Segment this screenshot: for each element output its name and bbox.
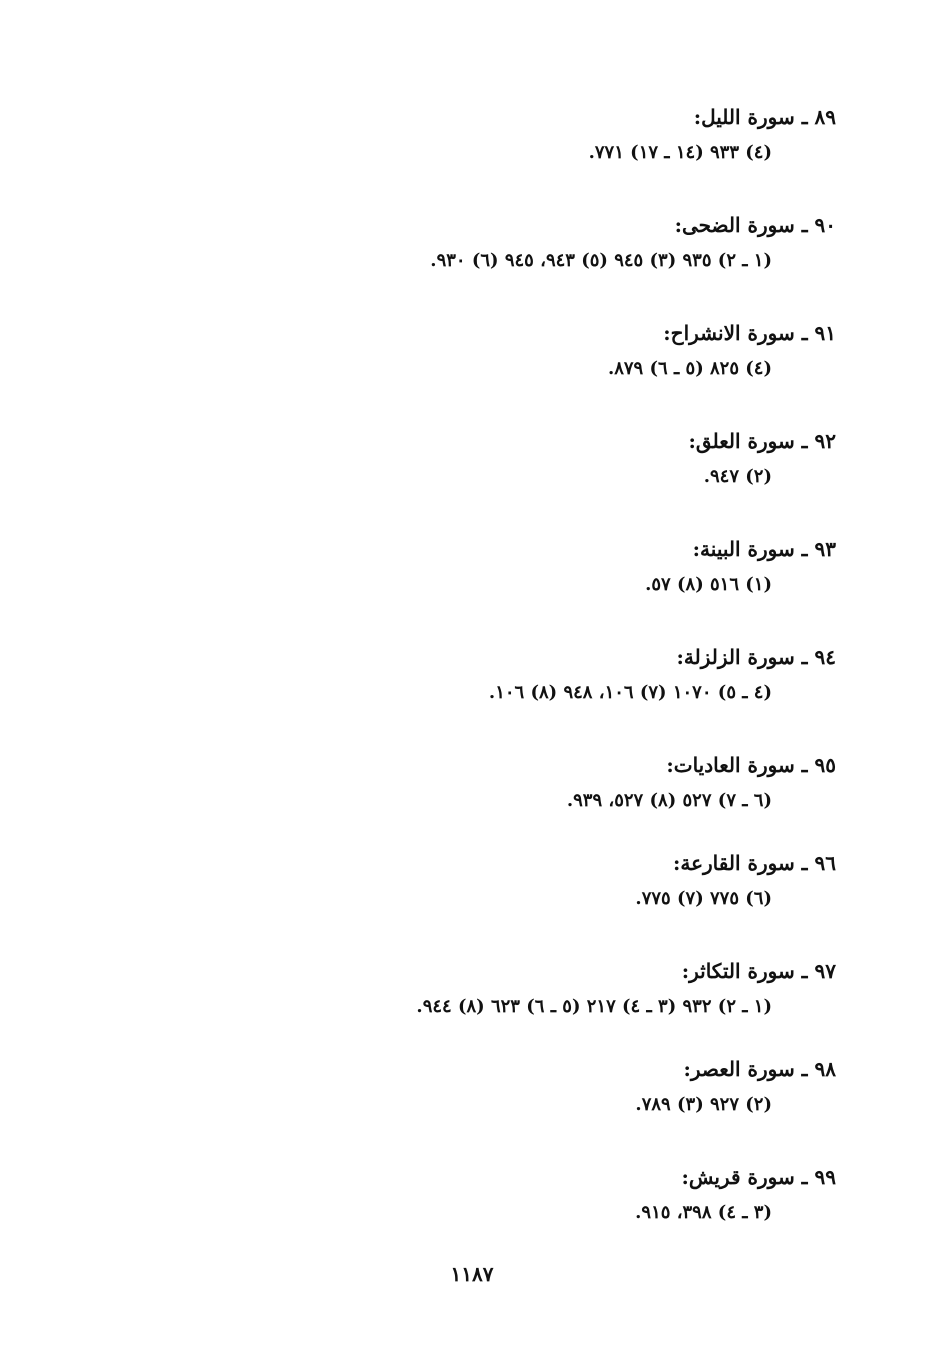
surah-title: ٩٦ ـ سورة القارعة:	[672, 851, 836, 875]
surah-entry-92	[236, 426, 836, 492]
surah-entry-93	[236, 534, 836, 600]
surah-title: ٨٩ ـ سورة الليل:	[693, 105, 836, 129]
surah-references: (٤ ـ ٥) ١٠٧٠ (٧) ١٠٦، ٩٤٨ (٨) ١٠٦.	[488, 682, 772, 703]
surah-entry-98	[236, 1054, 836, 1120]
surah-references: (٢) ٩٤٧.	[703, 466, 772, 487]
surah-title: ٩١ ـ سورة الانشراح:	[663, 321, 836, 345]
surah-entry-90	[236, 210, 836, 276]
surah-title: ٩٠ ـ سورة الضحى:	[674, 213, 836, 237]
surah-title: ٩٤ ـ سورة الزلزلة:	[676, 645, 836, 669]
surah-references: (١) ٥١٦ (٨) ٥٧.	[645, 574, 772, 595]
surah-title: ٩٨ ـ سورة العصر:	[683, 1057, 836, 1081]
surah-entry-99	[236, 1162, 836, 1228]
surah-references: (١ ـ ٢) ٩٣٢ (٣ ـ ٤) ٢١٧ (٥ ـ ٦) ٦٢٣ (٨) ٩٤٤.	[416, 996, 772, 1017]
surah-references: (٦) ٧٧٥ (٧) ٧٧٥.	[635, 888, 772, 909]
page-number: ١١٨٧	[450, 1262, 494, 1286]
surah-entry-96	[236, 848, 836, 914]
surah-title: ٩٢ ـ سورة العلق:	[688, 429, 836, 453]
surah-entry-97	[236, 956, 836, 1022]
surah-title: ٩٩ ـ سورة قريش:	[681, 1165, 836, 1189]
surah-references: (٤) ٨٢٥ (٥ ـ ٦) ٨٧٩.	[607, 358, 772, 379]
surah-title: ٩٥ ـ سورة العاديات:	[666, 753, 836, 777]
surah-title: ٩٣ ـ سورة البينة:	[692, 537, 836, 561]
surah-references: (٣ ـ ٤) ٣٩٨، ٩١٥.	[635, 1202, 772, 1223]
surah-entry-89	[236, 102, 836, 168]
surah-entry-94	[236, 642, 836, 708]
surah-references: (١ ـ ٢) ٩٣٥ (٣) ٩٤٥ (٥) ٩٤٣، ٩٤٥ (٦) ٩٣٠.	[430, 250, 772, 271]
surah-references: (٤) ٩٣٣ (١٤ ـ ١٧) ٧٧١.	[588, 142, 772, 163]
surah-entry-91	[236, 318, 836, 384]
surah-title: ٩٧ ـ سورة التكاثر:	[681, 959, 836, 983]
surah-entry-95	[236, 750, 836, 816]
surah-references: (٦ ـ ٧) ٥٢٧ (٨) ٥٢٧، ٩٣٩.	[566, 790, 772, 811]
surah-references: (٢) ٩٢٧ (٣) ٧٨٩.	[635, 1094, 772, 1115]
